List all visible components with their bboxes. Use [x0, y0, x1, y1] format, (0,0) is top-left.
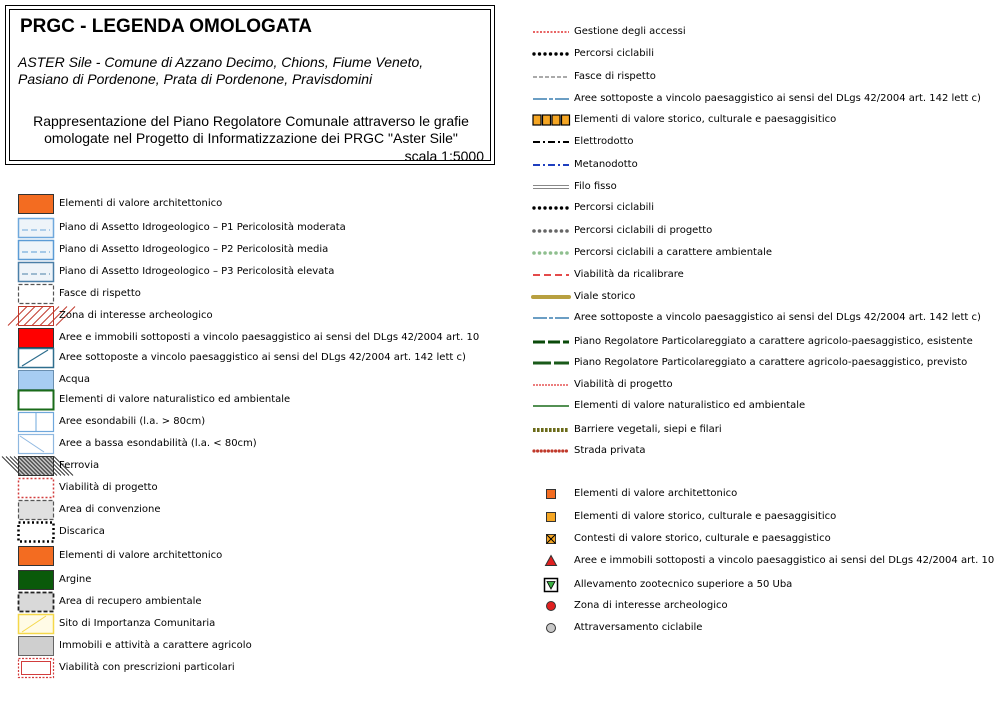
area-legend-item	[0, 456, 480, 476]
area-legend-item	[0, 240, 480, 260]
black-dotted-box-swatch	[18, 522, 54, 542]
area-legend-item	[0, 284, 480, 304]
red-triangle-icon	[543, 553, 559, 569]
crossed-square-icon	[543, 531, 559, 547]
blue-long-dash-line-symbol	[532, 91, 572, 107]
green-dash-thick-line-symbol	[532, 334, 572, 350]
subtitle-line-1: ASTER Sile - Comune di Azzano Decimo, Chions, Fiume Veneto,	[18, 54, 424, 70]
black-dots-line-symbol	[532, 46, 572, 62]
red-fill-swatch	[18, 328, 54, 348]
grey-circle-icon	[543, 620, 559, 636]
area-legend-label: Argine	[59, 574, 92, 585]
orange-fill-swatch	[18, 194, 54, 214]
area-legend-label: Area di recupero ambientale	[59, 596, 202, 607]
area-legend-label: Elementi di valore architettonico	[59, 550, 223, 561]
line-legend-label: Viabilità di progetto	[574, 379, 673, 390]
green-box-swatch	[18, 390, 54, 410]
area-legend-item	[0, 262, 480, 282]
black-dots-line-symbol	[532, 200, 572, 216]
line-legend-item	[520, 377, 990, 397]
point-legend-item	[520, 620, 990, 640]
olive-thick-line-line-symbol	[532, 289, 572, 305]
line-legend-label: Fasce di rispetto	[574, 71, 656, 82]
line-legend-item	[520, 355, 990, 375]
line-legend-label: Percorsi ciclabili a carattere ambientale	[574, 247, 773, 258]
area-legend-label: Piano di Assetto Idrogeologico – P2 Pericolosità media	[59, 244, 329, 255]
line-legend-item	[520, 223, 990, 243]
area-legend-label: Elementi di valore naturalistico ed ambientale	[59, 394, 291, 405]
line-legend-label: Viale storico	[574, 291, 636, 302]
red-dash-line-line-symbol	[532, 267, 572, 283]
orange-square-icon	[543, 486, 559, 502]
area-legend-item	[0, 348, 480, 368]
area-legend-label: Fasce di rispetto	[59, 288, 141, 299]
point-legend-item	[520, 553, 995, 573]
line-legend-label: Elettrodotto	[574, 136, 634, 147]
dark-green-fill-swatch	[18, 570, 54, 590]
dashed-box-swatch	[18, 284, 54, 304]
area-legend-item	[0, 592, 480, 612]
yellow-diag-swatch	[18, 614, 54, 634]
point-legend-label: Contesti di valore storico, culturale e paesaggistico	[574, 533, 831, 544]
light-orange-square-icon	[543, 509, 559, 525]
area-legend-item	[0, 218, 480, 238]
line-legend-item	[520, 46, 990, 66]
line-legend-label: Strada privata	[574, 445, 646, 456]
point-legend-label: Elementi di valore storico, culturale e paesaggisitico	[574, 511, 837, 522]
area-legend-label: Area di convenzione	[59, 504, 161, 515]
area-legend-label: Piano di Assetto Idrogeologico – P3 Pericolosità elevata	[59, 266, 335, 277]
line-legend-item	[520, 289, 990, 309]
red-hatch-swatch	[18, 306, 54, 326]
line-legend-item	[520, 24, 990, 44]
area-legend-item	[0, 570, 480, 590]
scale-label: scala 1:5000	[404, 148, 484, 164]
area-legend-item	[0, 614, 480, 634]
area-legend-item	[0, 658, 480, 678]
area-legend-label: Discarica	[59, 526, 105, 537]
line-legend-label: Percorsi ciclabili	[574, 48, 654, 59]
line-legend-item	[520, 422, 990, 442]
line-legend-item	[520, 91, 990, 111]
area-legend-item	[0, 636, 480, 656]
grey-dashed-fill-dark-swatch	[18, 592, 54, 612]
point-legend-label: Elementi di valore architettonico	[574, 488, 738, 499]
area-legend-label: Aree a bassa esondabilità (l.a. < 80cm)	[59, 438, 257, 449]
point-legend-label: Attraversamento ciclabile	[574, 622, 703, 633]
red-dotted-line-line-symbol	[532, 24, 572, 40]
teal-diag-swatch	[18, 348, 54, 368]
area-legend-item	[0, 412, 480, 432]
blue-diag-swatch	[18, 434, 54, 454]
subtitle-line-2: Pasiano di Pordenone, Prata di Pordenone, Pravisdomini	[18, 71, 373, 87]
area-legend-label: Aree esondabili (l.a. > 80cm)	[59, 416, 206, 427]
blue-dash-dot-line-symbol	[532, 157, 572, 173]
line-legend-label: Percorsi ciclabili	[574, 202, 654, 213]
area-legend-label: Aree sottoposte a vincolo paesaggistico ai sensi del DLgs 42/2004 art. 142 lett c)	[59, 352, 466, 363]
line-legend-item	[520, 112, 990, 132]
sage-dots-line-symbol	[532, 245, 572, 261]
line-legend-label: Aree sottoposte a vincolo paesaggistico ai sensi del DLgs 42/2004 art. 142 lett c)	[574, 312, 981, 323]
line-legend-label: Gestione degli accessi	[574, 26, 686, 37]
green-dash-thick2-line-symbol	[532, 355, 572, 371]
orange-fill-swatch	[18, 546, 54, 566]
line-legend-item	[520, 157, 990, 177]
line-legend-item	[520, 267, 990, 287]
olive-dots-line-symbol	[532, 422, 572, 438]
line-legend-label: Piano Regolatore Particolareggiato a carattere agricolo-paesaggistico, esistente	[574, 336, 973, 347]
line-legend-item	[520, 310, 990, 330]
area-legend-item	[0, 328, 480, 348]
area-legend-item	[0, 390, 480, 410]
line-legend-label: Barriere vegetali, siepi e filari	[574, 424, 722, 435]
water-fill-swatch	[18, 370, 54, 390]
line-legend-item	[520, 245, 990, 265]
rail-hatch-swatch	[18, 456, 54, 476]
area-legend-item	[0, 500, 480, 520]
orange-squares-line-symbol	[532, 112, 572, 128]
area-legend-item	[0, 522, 480, 542]
line-legend-item	[520, 134, 990, 154]
area-legend-label: Viabilità con prescrizioni particolari	[59, 662, 235, 673]
red-fine-dash-line-symbol	[532, 377, 572, 393]
description-line-2: omologate nel Progetto di Informatizzazione dei PRGC "Aster Sile"	[44, 130, 458, 146]
line-legend-label: Metanodotto	[574, 159, 638, 170]
grey-fill-swatch	[18, 636, 54, 656]
area-legend-label: Viabilità di progetto	[59, 482, 158, 493]
line-legend-label: Elementi di valore naturalistico ed ambientale	[574, 400, 806, 411]
description-line-1: Rappresentazione del Piano Regolatore Comunale attraverso le grafie	[33, 113, 469, 129]
area-legend-item	[0, 478, 480, 498]
point-legend-item	[520, 509, 990, 529]
area-legend-label: Piano di Assetto Idrogeologico – P1 Pericolosità moderata	[59, 222, 346, 233]
red-circle-icon	[543, 598, 559, 614]
grey-dash-line-line-symbol	[532, 69, 572, 85]
line-legend-label: Aree sottoposte a vincolo paesaggistico ai sensi del DLgs 42/2004 art. 142 lett c)	[574, 93, 981, 104]
green-triangle-box-icon	[543, 577, 559, 593]
area-legend-label: Ferrovia	[59, 460, 100, 471]
area-legend-item	[0, 194, 480, 214]
point-legend-item	[520, 531, 990, 551]
line-legend-item	[520, 69, 990, 89]
area-legend-item	[0, 370, 480, 390]
point-legend-item	[520, 486, 990, 506]
pai-p1-swatch	[18, 218, 54, 238]
grey-dots-line-symbol	[532, 223, 572, 239]
line-legend-label: Filo fisso	[574, 181, 617, 192]
area-legend-label: Sito di Importanza Comunitaria	[59, 618, 216, 629]
area-legend-label: Acqua	[59, 374, 90, 385]
point-legend-label: Allevamento zootecnico superiore a 50 Uba	[574, 579, 793, 590]
area-legend-item	[0, 434, 480, 454]
line-legend-label: Piano Regolatore Particolareggiato a carattere agricolo-paesaggistico, previsto	[574, 357, 968, 368]
title-box	[5, 5, 495, 165]
grey-dashed-fill-swatch	[18, 500, 54, 520]
line-legend-label: Percorsi ciclabili di progetto	[574, 225, 713, 236]
point-legend-item	[520, 598, 990, 618]
black-dash-dot-line-symbol	[532, 134, 572, 150]
area-legend-item	[0, 546, 480, 566]
pai-p3-swatch	[18, 262, 54, 282]
area-legend-label: Aree e immobili sottoposti a vincolo paesaggistico ai sensi del DLgs 42/2004 art. 10	[59, 332, 480, 343]
point-legend-label: Zona di interesse archeologico	[574, 600, 728, 611]
line-legend-item	[520, 179, 990, 199]
line-legend-item	[520, 334, 990, 354]
red-dots-line-symbol	[532, 443, 572, 459]
area-legend-label: Immobili e attività a carattere agricolo	[59, 640, 252, 651]
area-legend-label: Elementi di valore architettonico	[59, 198, 223, 209]
point-legend-label: Aree e immobili sottoposti a vincolo paesaggistico ai sensi del DLgs 42/2004 art. 10	[574, 555, 995, 566]
red-dotted-box-swatch	[18, 478, 54, 498]
grey-double-line-line-symbol	[532, 179, 572, 195]
area-legend-label: Zona di interesse archeologico	[59, 310, 213, 321]
point-legend-item	[520, 577, 990, 597]
line-legend-item	[520, 200, 990, 220]
line-legend-label: Viabilità da ricalibrare	[574, 269, 684, 280]
green-line-line-symbol	[532, 398, 572, 414]
area-legend-item	[0, 306, 480, 326]
pai-p2-swatch	[18, 240, 54, 260]
blue-long-dash-line-symbol	[532, 310, 572, 326]
line-legend-label: Elementi di valore storico, culturale e paesaggisitico	[574, 114, 837, 125]
line-legend-item	[520, 443, 990, 463]
red-double-box-swatch	[18, 658, 54, 678]
line-legend-item	[520, 398, 990, 418]
blue-grid-swatch	[18, 412, 54, 432]
legend-title: PRGC - LEGENDA OMOLOGATA	[20, 16, 313, 37]
